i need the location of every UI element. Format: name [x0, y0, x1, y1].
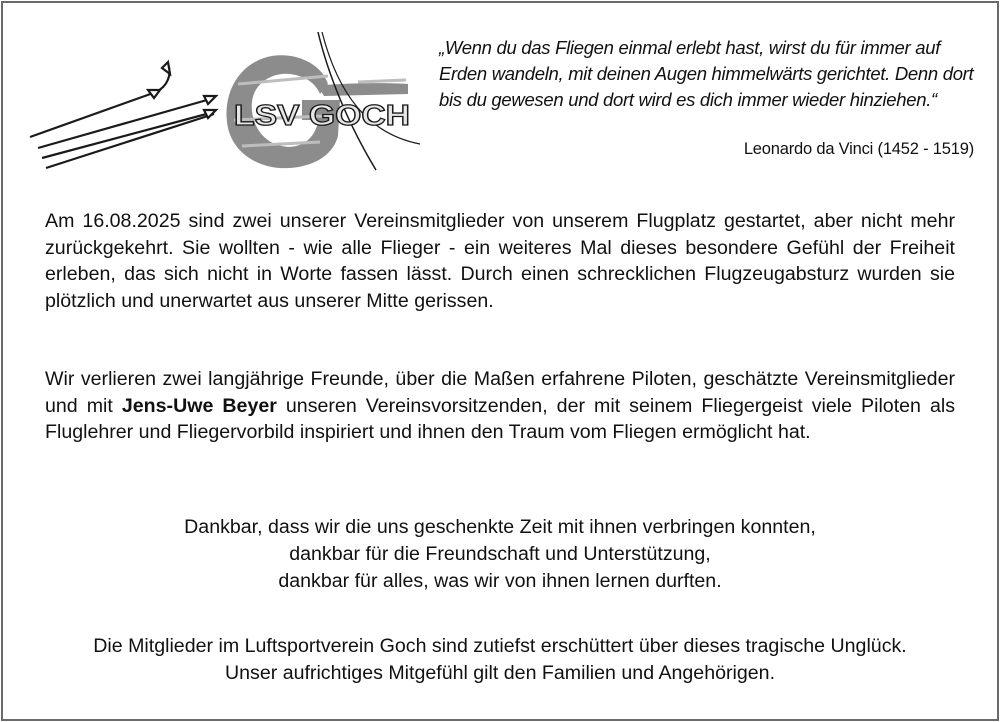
logo-text: LSV GOCH — [234, 100, 410, 132]
gratitude-line: dankbar für alles, was wir von ihnen lernen durften. — [278, 570, 722, 592]
condolence-line: Die Mitglieder im Luftsportverein Goch sind zutiefst erschüttert über dieses tragische Unglück. — [93, 635, 907, 657]
quote-text: „Wenn du das Fliegen einmal erlebt hast, wirst du für immer auf Erden wandeln, mit deinen Augen himmelwärts gerichtet. Denn dort bis du gewesen und dort wird es dich immer wieder hinziehen.“ — [439, 37, 974, 110]
gratitude-line: Dankbar, dass wir die uns geschenkte Zeit mit ihnen verbringen konnten, — [184, 516, 816, 538]
chairman-name: Jens-Uwe Beyer — [121, 394, 277, 417]
gratitude-block — [0, 514, 1000, 595]
quote-author: Leonardo da Vinci (1452 - 1519) — [743, 140, 974, 158]
tribute-text-end: unseren Vereinsvorsitzenden, der mit seinem Fliegergeist viele Piloten als Fluglehrer und Fliegervorbild inspiriert und ihnen den Traum vom Fliegen ermöglicht hat. — [45, 394, 956, 443]
announcement-paragraph: Am 16.08.2025 sind zwei unserer Vereinsmitglieder von unserem Flugplatz gestartet, aber nicht mehr zurückgekehrt. Sie wollten - wie alle Flieger - ein weiteres Mal dieses besondere Gefühl der Freiheit erleben, das sich nicht in Worte fassen lässt. Durch einen schrecklichen Flugzeugabsturz wurden sie plötzlich und unerwartet aus unserer Mitte gerissen. — [45, 210, 955, 312]
club-logo — [28, 24, 420, 174]
condolence-line: Unser aufrichtiges Mitgefühl gilt den Familien und Angehörigen. — [224, 662, 776, 684]
tribute-text-start: Wir verlieren zwei langjährige Freunde, über die Maßen erfahrene Piloten, geschätzte Vereinsmitglieder und mit — [45, 368, 955, 417]
tribute-paragraph — [45, 366, 955, 446]
aviation-quote — [439, 35, 979, 113]
gratitude-line: dankbar für die Freundschaft und Unterstützung, — [289, 543, 711, 565]
condolence-block — [0, 633, 1000, 687]
flight-arrows-icon — [30, 62, 216, 168]
